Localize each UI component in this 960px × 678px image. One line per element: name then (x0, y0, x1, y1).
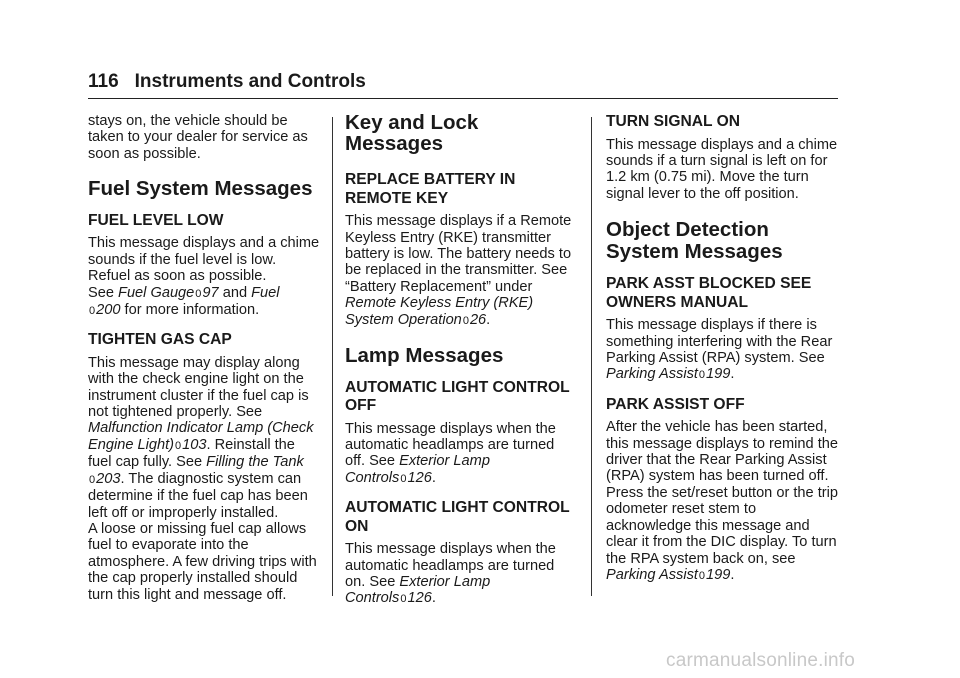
page-ref[interactable]: 203 (96, 470, 121, 487)
page-ref-arrow-icon: 0 (698, 569, 706, 582)
page-ref-arrow-icon: 0 (89, 473, 96, 486)
auto-on-text: This message displays when the automatic headlamps are turned on. See Exterior Lamp Controls0126. (345, 541, 556, 607)
page-ref-arrow-icon: 0 (89, 304, 96, 317)
page-header (88, 70, 838, 94)
watermark: carmanualsonline.info (666, 650, 856, 671)
page-ref-arrow-icon: 0 (195, 287, 202, 300)
heading-fuel-level-low: FUEL LEVEL LOW (88, 211, 224, 229)
page-ref[interactable]: 126 (407, 590, 432, 607)
intro-text: stays on, the vehicle should be taken to your dealer for service as soon as possible. (88, 113, 308, 162)
blocked-text: This message displays if there is something interfering with the Rear Parking Assist (RPA) system. See Parking Assist0199. (606, 317, 833, 383)
assist-off-text: After the vehicle has been started, this message displays to remind the driver that the Rear Parking Assist (RPA) system has been turned off. Press the set/reset button or the trip odometer reset stem to acknowledge this message and clear it from the DIC display. To turn the RPA system back on, see Parking Assist0199. (606, 419, 838, 583)
heading-tighten-gas-cap: TIGHTEN GAS CAP (88, 331, 232, 349)
page-ref-arrow-icon: 0 (400, 472, 407, 485)
rke-link[interactable]: Remote Keyless Entry (RKE) System Operation (345, 295, 534, 328)
page-ref[interactable]: 97 (202, 284, 219, 301)
heading-fuel-system: Fuel System Messages (88, 177, 313, 201)
auto-off-text: This message displays when the automatic headlamps are turned off. See Exterior Lamp Controls0126. (345, 420, 556, 486)
fuel-link[interactable]: Fuel (251, 284, 280, 301)
column-divider-right (591, 117, 592, 596)
section-title: Instruments and Controls (134, 71, 366, 92)
mil-link[interactable]: Malfunction Indicator Lamp (Check Engine Light) (88, 420, 314, 453)
page-number: 116 (88, 71, 119, 92)
page-ref[interactable]: 26 (469, 311, 487, 328)
fuel-gauge-link[interactable]: Fuel Gauge (118, 284, 195, 301)
turn-signal-text: This message displays and a chime sounds if a turn signal is left on for 1.2 km (0.75 mi). Move the turn signal lever to the off position. (606, 136, 838, 202)
page-ref[interactable]: 199 (706, 566, 731, 583)
exterior-lamp-link[interactable]: Exterior Lamp Controls (345, 574, 491, 607)
page-ref[interactable]: 103 (182, 436, 207, 453)
column-divider-left (332, 117, 333, 596)
heading-key-lock: Key and Lock Messages (345, 111, 479, 155)
fuel-low-see: See Fuel Gauge097 and Fuel 0200 for more information. (88, 284, 280, 318)
column-2 (345, 108, 577, 608)
heading-turn-signal: TURN SIGNAL ON (606, 113, 740, 130)
page-ref-arrow-icon: 0 (698, 369, 706, 382)
header-rule (88, 98, 838, 99)
page-ref[interactable]: 200 (96, 301, 121, 318)
page-ref-arrow-icon: 0 (175, 439, 182, 452)
gas-cap-text-2: A loose or missing fuel cap allows fuel to evaporate into the atmosphere. A few driving trips with the cap properly installed should turn this light and message off. (88, 520, 317, 603)
heading-lamp: Lamp Messages (345, 344, 504, 368)
gas-cap-text: This message may display along with the check engine light on the instrument cluster if the fuel cap is not tightened properly. See Malfunction Indicator Lamp (Check Engine Light)0103. Reinstall the fuel cap fully. See Filling the Tank 0203. The diagnostic system can determine if the fuel cap has been left off or improperly installed. (88, 354, 314, 521)
page-ref-arrow-icon: 0 (462, 314, 469, 327)
heading-park-asst-blocked: PARK ASST BLOCKED SEE OWNERS MANUAL (606, 275, 812, 311)
heading-park-assist-off: PARK ASSIST OFF (606, 395, 745, 413)
heading-object-detection: Object Detection System Messages (606, 218, 783, 264)
filling-tank-link[interactable]: Filling the Tank (206, 454, 304, 471)
heading-replace-battery: REPLACE BATTERY IN REMOTE KEY (345, 171, 516, 207)
heading-auto-light-on: AUTOMATIC LIGHT CONTROL ON (345, 499, 570, 535)
page-ref-arrow-icon: 0 (400, 593, 407, 606)
column-3 (606, 108, 838, 584)
parking-assist-link[interactable]: Parking Assist (606, 566, 698, 583)
fuel-low-text: This message displays and a chime sounds if the fuel level is low. Refuel as soon as possible. (88, 235, 320, 285)
exterior-lamp-link[interactable]: Exterior Lamp Controls (345, 453, 490, 486)
parking-assist-link[interactable]: Parking Assist (606, 366, 698, 383)
page-ref[interactable]: 199 (706, 366, 731, 383)
heading-auto-light-off: AUTOMATIC LIGHT CONTROL OFF (345, 378, 570, 415)
page-ref[interactable]: 126 (407, 469, 432, 486)
column-1 (88, 108, 320, 603)
battery-text: This message displays if a Remote Keyless Entry (RKE) transmitter battery is low. The battery needs to be replaced in the transmitter. See “Battery Replacement” under Remote Keyless Entry (RKE) System Operation026. (345, 213, 572, 328)
